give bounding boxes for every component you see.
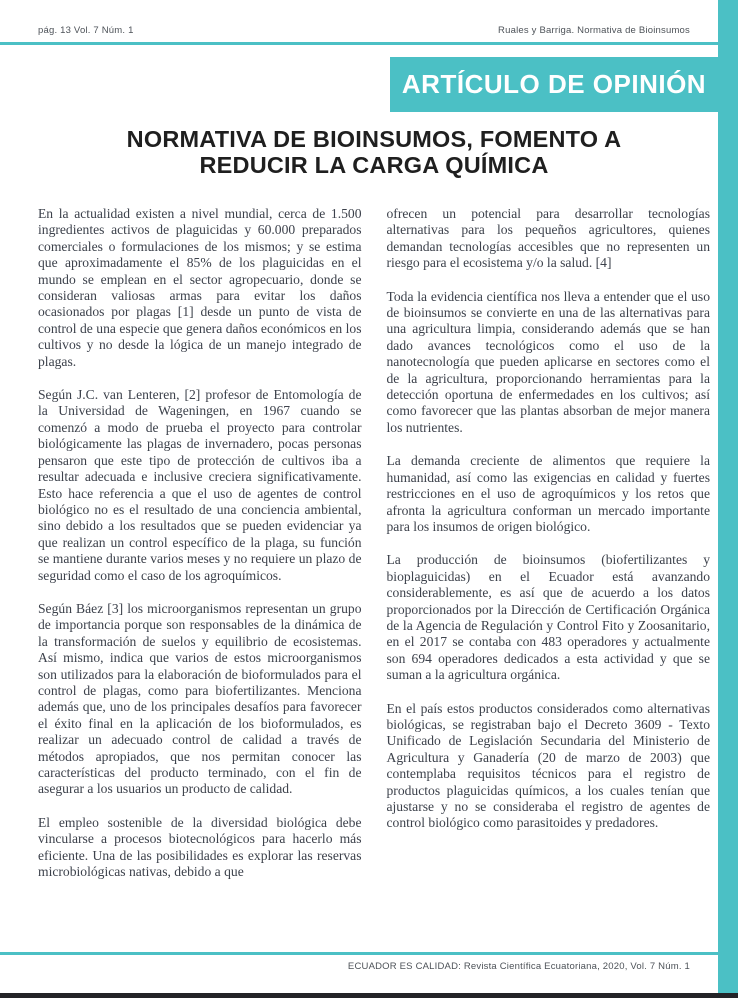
paragraph: El empleo sostenible de la diversidad biológica debe vincularse a procesos biotecnológicos para hacerlo más eficiente. Una de las posibilidades es explorar las reservas microbiológicas nativas, debido a que <box>38 814 362 880</box>
paragraph: Según J.C. van Lenteren, [2] profesor de Entomología de la Universidad de Wageningen, en 1967 cuando se comenzó a modo de prueba el proyecto para controlar biológicamente las plagas de invernadero, pocas personas pensaron que este tipo de protección de cultivos iba a resultar adecuada e inclusive creciera significativamente. Esto hace referencia a que el uso de agentes de control biológico no es el resultado de una conciencia ambiental, sino debido a los resultados que se pueden evidenciar ya que realizan un control específico de la plaga, su función se mantiene durante varios meses y no requiere un plazo de seguridad como el caso de los agroquímicos. <box>38 387 362 583</box>
page-volume-label: pág. 13 Vol. 7 Núm. 1 <box>38 25 134 36</box>
article-type-banner <box>390 57 738 112</box>
paragraph: En el país estos productos considerados como alternativas biológicas, se registraban bajo el Decreto 3609 - Texto Unificado de Legislación Secundaria del Ministerio de Agricultura y Ganadería (20 de marzo de 2003) que contemplaba requisitos técnicos para el registro de productos plaguicidas químicos, a los cuales tenían que ajustarse y no se consideraba el registro de agentes de control biológico como parasitoides y predadores. <box>386 700 710 831</box>
header-rule <box>0 42 718 45</box>
article-title-line2: REDUCIR LA CARGA QUÍMICA <box>199 152 549 178</box>
journal-footer <box>348 961 690 972</box>
two-column-body <box>38 206 710 880</box>
journal-footer-text: ECUADOR ES CALIDAD: Revista Científica Ecuatoriana, 2020, Vol. 7 Núm. 1 <box>347 961 690 972</box>
paragraph: La producción de bioinsumos (biofertilizantes y bioplaguicidas) en el Ecuador está avanzando considerablemente, es así que de acuerdo a los datos proporcionados por la Dirección de Certificación Orgánica de la Agencia de Regulación y Control Fito y Zoosanitario, en el 2017 se contaba con 483 operadores y actualmente son 694 operadores dedicados a esta actividad y que se suman a la agricultura orgánica. <box>386 552 710 683</box>
column-right <box>387 206 711 880</box>
paragraph: La demanda creciente de alimentos que requiere la humanidad, así como las exigencias en calidad y fuertes restricciones en el uso de agroquímicos y los retos que afronta la agricultura conforman un mercado importante para los insumos de origen biológico. <box>386 453 710 534</box>
running-head-authors: Ruales y Barriga. Normativa de Bioinsumos <box>498 25 690 36</box>
article-content <box>38 126 710 880</box>
article-title-line1: NORMATIVA DE BIOINSUMOS, FOMENTO A <box>126 126 622 152</box>
paragraph: Toda la evidencia científica nos lleva a entender que el uso de bioinsumos se convierte en una de las alternativas para una agricultura limpia, considerando además que se han dado avances tecnológicos como el uso de la nanotecnología que pueden aplicarse en sectores como el de la agricultura, proporcionando herramientas para la detección oportuna de enfermedades en los cultivos; así como favorecer que las plantas absorban de mejor manera los nutrientes. <box>386 288 710 435</box>
article-title <box>38 126 710 178</box>
running-header <box>38 25 690 36</box>
paragraph: En la actualidad existen a nivel mundial, cerca de 1.500 ingredientes activos de plaguicidas y 60.000 preparados comerciales o formulaciones de los mismos; y se estima que aproximadamente el 85% de los plaguicidas en el mundo se emplean en el sector agropecuario, donde se consideran valiosas armas para evitar los daños ocasionados por plagas [1] desde un punto de vista de control de una especie que genera daños económicos en los cultivos y no desde la lógica de un manejo integrado de plagas. <box>38 206 362 369</box>
footer-rule <box>0 952 718 955</box>
paragraph: Según Báez [3] los microorganismos representan un grupo de importancia porque son responsables de la dinámica de la transformación de suelos y equilibrio de ecosistemas. Así mismo, indica que varios de estos microorganismos son utilizados para la elaboración de bioformulados para el control de plagas, como para biofertilizantes. Menciona además que, uno de los principales desafíos para favorecer el éxito final en la aplicación de los bioformulados, es realizar un adecuado control de calidad a través de métodos apropiados, que nos permitan conocer las características del producto terminado, con el fin de asegurar a los usuarios un producto de calidad. <box>38 600 362 797</box>
column-left <box>38 206 362 880</box>
scan-bottom-edge <box>0 993 738 998</box>
right-accent-bar <box>718 0 738 994</box>
paragraph: ofrecen un potencial para desarrollar tecnologías alternativas para los pequeños agricultores, quienes demandan tecnologías accesibles que no representen un riesgo para el ecosistema y/o la salud. [4] <box>386 206 710 271</box>
article-type-label: ARTÍCULO DE OPINIÓN <box>401 69 707 99</box>
